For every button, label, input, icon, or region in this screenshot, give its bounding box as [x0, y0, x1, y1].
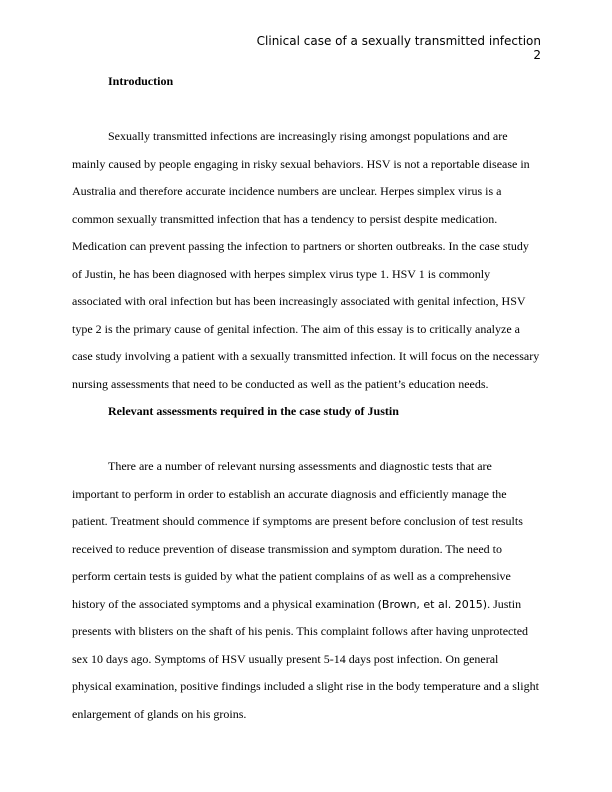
paragraph-line: associated with oral infection but has been increasingly associated with genital infection, HSV	[72, 294, 526, 308]
running-title: Clinical case of a sexually transmitted infection	[256, 34, 541, 48]
paragraph-line: perform certain tests is guided by what the patient complains of as well as a comprehensive	[72, 569, 511, 583]
page-number: 2	[533, 48, 541, 62]
paragraph-text: . Justin	[487, 596, 522, 611]
paragraph-line: patient. Treatment should commence if symptoms are present before conclusion of test results	[72, 514, 523, 528]
paragraph-line: presents with blisters on the shaft of his penis. This complaint follows after having unprotected	[72, 624, 529, 638]
paragraph-line: of Justin, he has been diagnosed with herpes simplex virus type 1. HSV 1 is commonly	[72, 266, 491, 281]
paragraph-line: enlargement of glands on his groins.	[72, 706, 247, 721]
page-header	[257, 34, 541, 62]
paragraph-line: Australia and therefore accurate incidence numbers are unclear. Herpes simplex virus is a	[72, 184, 502, 198]
paragraph-line: nursing assessments that need to be conducted as well as the patient’s education needs.	[72, 376, 489, 391]
spacer	[108, 96, 542, 124]
paragraph-line: There are a number of relevant nursing assessments and diagnostic tests that are	[108, 459, 492, 473]
paragraph-line: type 2 is the primary cause of genital infection. The aim of this essay is to critically analyze a	[72, 321, 520, 336]
paragraph-line: Sexually transmitted infections are increasingly rising amongst populations and are	[108, 129, 508, 143]
spacer	[108, 426, 542, 454]
paragraph-text: history of the associated symptoms and a physical examination	[72, 596, 378, 611]
paragraph-line: case study involving a patient with a sexually transmitted infection. It will focus on the necessary	[72, 349, 540, 363]
section-heading-assessments: Relevant assessments required in the case study of Justin	[108, 404, 399, 418]
paragraph-line: important to perform in order to establish an accurate diagnosis and efficiently manage the	[72, 486, 507, 501]
section-heading-introduction: Introduction	[108, 74, 174, 88]
paragraph-line: Medication can prevent passing the infection to partners or shorten outbreaks. In the case study	[72, 239, 529, 253]
paragraph-line: mainly caused by people engaging in risky sexual behaviors. HSV is not a reportable disease in	[72, 156, 530, 171]
document-body	[72, 68, 542, 728]
citation: (Brown, et al. 2015)	[377, 597, 488, 611]
paragraph-line-with-citation	[72, 591, 542, 619]
assessments-paragraph	[72, 453, 542, 728]
paragraph-line: received to reduce prevention of disease transmission and symptom duration. The need to	[72, 541, 502, 556]
introduction-paragraph	[72, 123, 542, 398]
paragraph-line: physical examination, positive findings included a slight rise in the body temperature and a slight	[72, 679, 539, 693]
paragraph-line: common sexually transmitted infection that has a tendency to persist despite medication.	[72, 211, 498, 226]
paragraph-line: sex 10 days ago. Symptoms of HSV usually present 5-14 days post infection. On general	[72, 651, 499, 666]
